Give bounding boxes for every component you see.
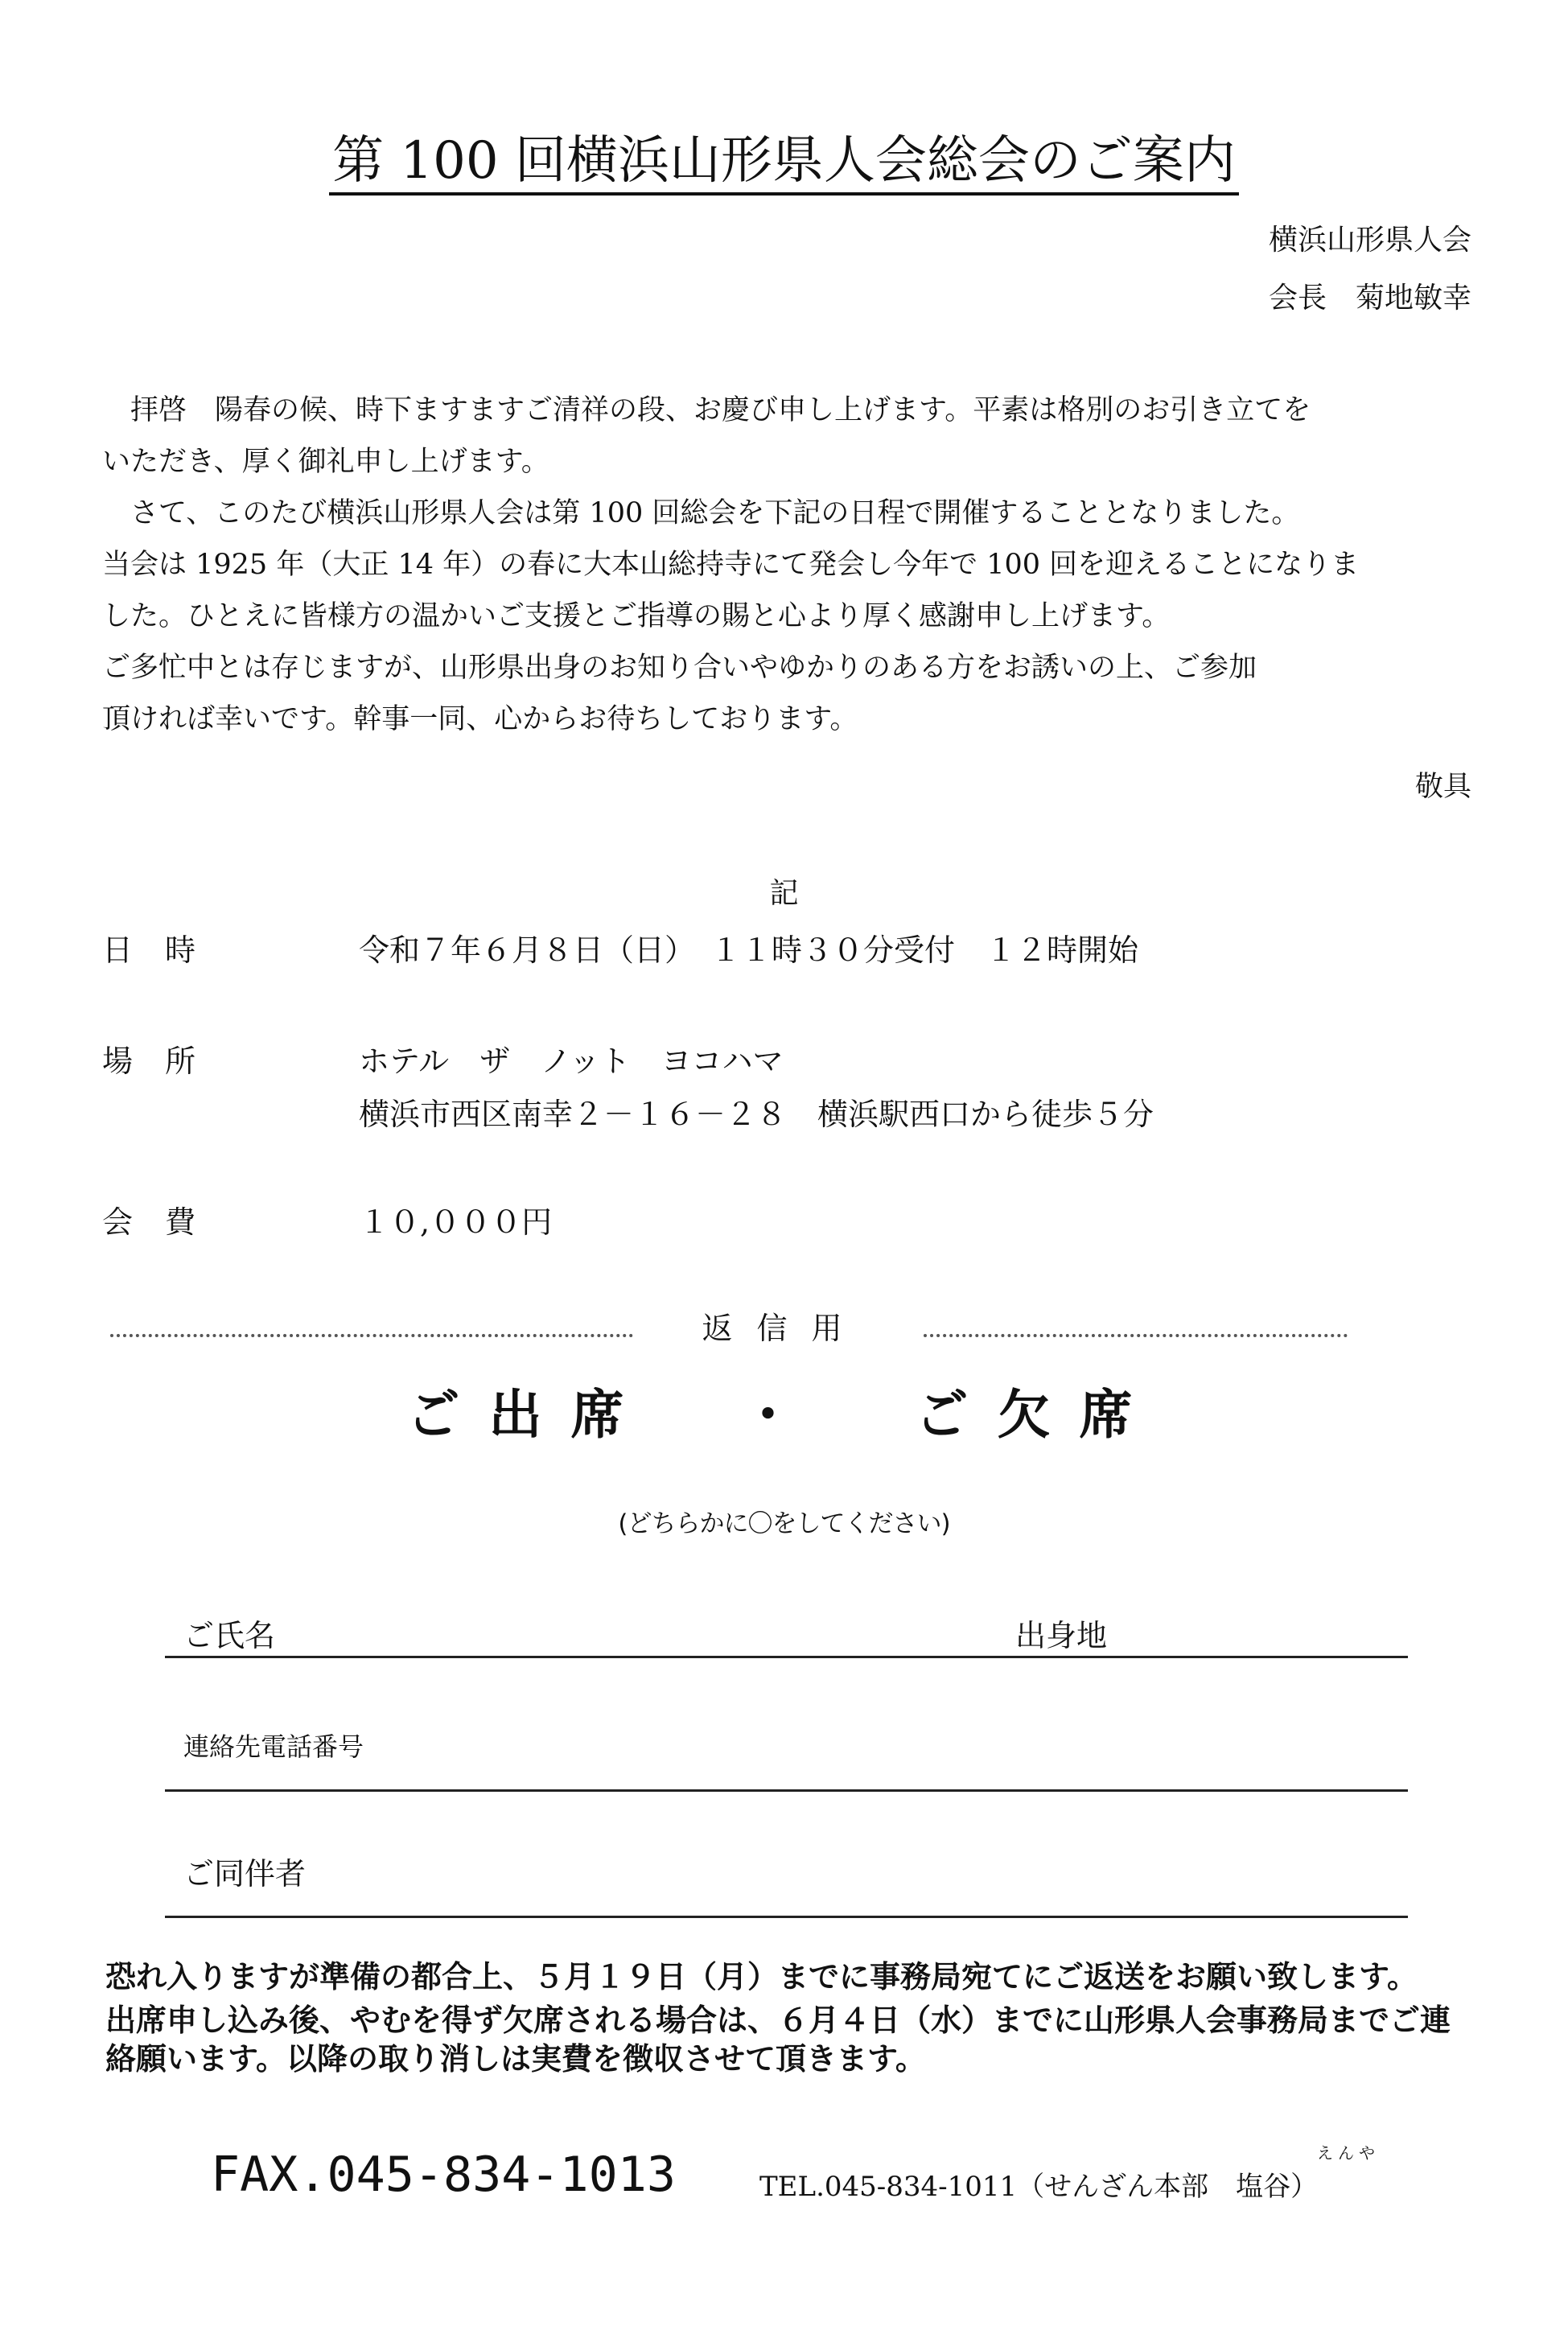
attendance-separator: ・ [741, 1384, 795, 1446]
letter-line: 頂ければ幸いです。幹事一同、心からお待ちしております。 [102, 703, 858, 735]
name-label: ご氏名 [183, 1618, 276, 1653]
furigana: えんや [1317, 2143, 1380, 2163]
letter-line: 当会は 1925 年（大正 14 年）の春に大本山総持寺にて発会し今年で 100 回を迎えることになりま [102, 549, 1360, 581]
fee-value: １０,０００円 [359, 1204, 553, 1240]
president [1269, 275, 1471, 316]
companion-label: ご同伴者 [183, 1856, 307, 1892]
attendance-options [0, 1372, 1568, 1448]
organization-name: 横浜山形県人会 [1268, 224, 1471, 257]
letter-line: いただき、厚く御礼申し上げます。 [102, 446, 549, 478]
letter-line: ご多忙中とは存じますが、山形県出身のお知り合いやゆかりのある方をお誘いの上、ご参加 [102, 652, 1257, 684]
president-role: 会長 [1268, 282, 1327, 315]
place-address: 横浜市西区南幸２－１６－２８ 横浜駅西口から徒歩５分 [359, 1097, 1154, 1132]
date-label: 日時 [102, 932, 228, 968]
letter-body [102, 385, 1470, 745]
closing: 敬具 [1414, 771, 1471, 803]
name-field[interactable] [165, 1656, 1408, 1658]
ki-heading: 記 [769, 877, 799, 910]
tel-number: TEL.045-834-1011（せんざん本部 塩谷） [759, 2171, 1319, 2203]
absent-option[interactable]: ご欠席 [915, 1384, 1162, 1446]
letter-line: した。ひとえに皆様方の温かいご支援とご指導の賜と心より厚く感謝申し上げます。 [102, 600, 1171, 632]
deadline-notice [105, 1957, 1473, 2083]
page-title [0, 129, 1568, 193]
place-label: 場所 [102, 1044, 228, 1079]
notice-line: 出席申し込み後、やむを得ず欠席される場合は、６月４日（水）までに山形県人会事務局までご連絡願います。以降の取り消しは実費を徴収させて頂きます。 [105, 2003, 1451, 2077]
page-title-text: 第 100 回横浜山形県人会総会のご案内 [329, 131, 1239, 196]
fee-label: 会費 [102, 1204, 228, 1240]
phone-field[interactable] [165, 1789, 1408, 1792]
hometown-label: 出身地 [1015, 1618, 1108, 1653]
phone-label: 連絡先電話番号 [183, 1731, 364, 1762]
dotted-separator-right [924, 1334, 1348, 1337]
circle-instruction: (どちらかに〇をしてください) [618, 1509, 950, 1538]
letter-line: さて、このたび横浜山形県人会は第 100 回総会を下記の日程で開催することとなりました。 [102, 497, 1300, 529]
letter-line: 拝啓 陽春の候、時下ますますご清祥の段、お慶び申し上げます。平素は格別のお引き立てを [102, 394, 1311, 426]
place-name: ホテル ザ ノット ヨコハマ [359, 1044, 784, 1079]
president-name: 菊地敏幸 [1355, 282, 1471, 315]
date-value: 令和７年６月８日（日） １１時３０分受付 １２時開始 [359, 932, 1139, 968]
notice-line: 恐れ入りますが準備の都合上、５月１９日（月）までに事務局宛てにご返送をお願い致します。 [105, 1959, 1418, 1994]
reply-section-label: 返信用 [702, 1311, 866, 1346]
fax-number: FAX.045-834-1013 [211, 2147, 676, 2203]
companion-field[interactable] [165, 1916, 1408, 1918]
attend-option[interactable]: ご出席 [406, 1384, 653, 1446]
